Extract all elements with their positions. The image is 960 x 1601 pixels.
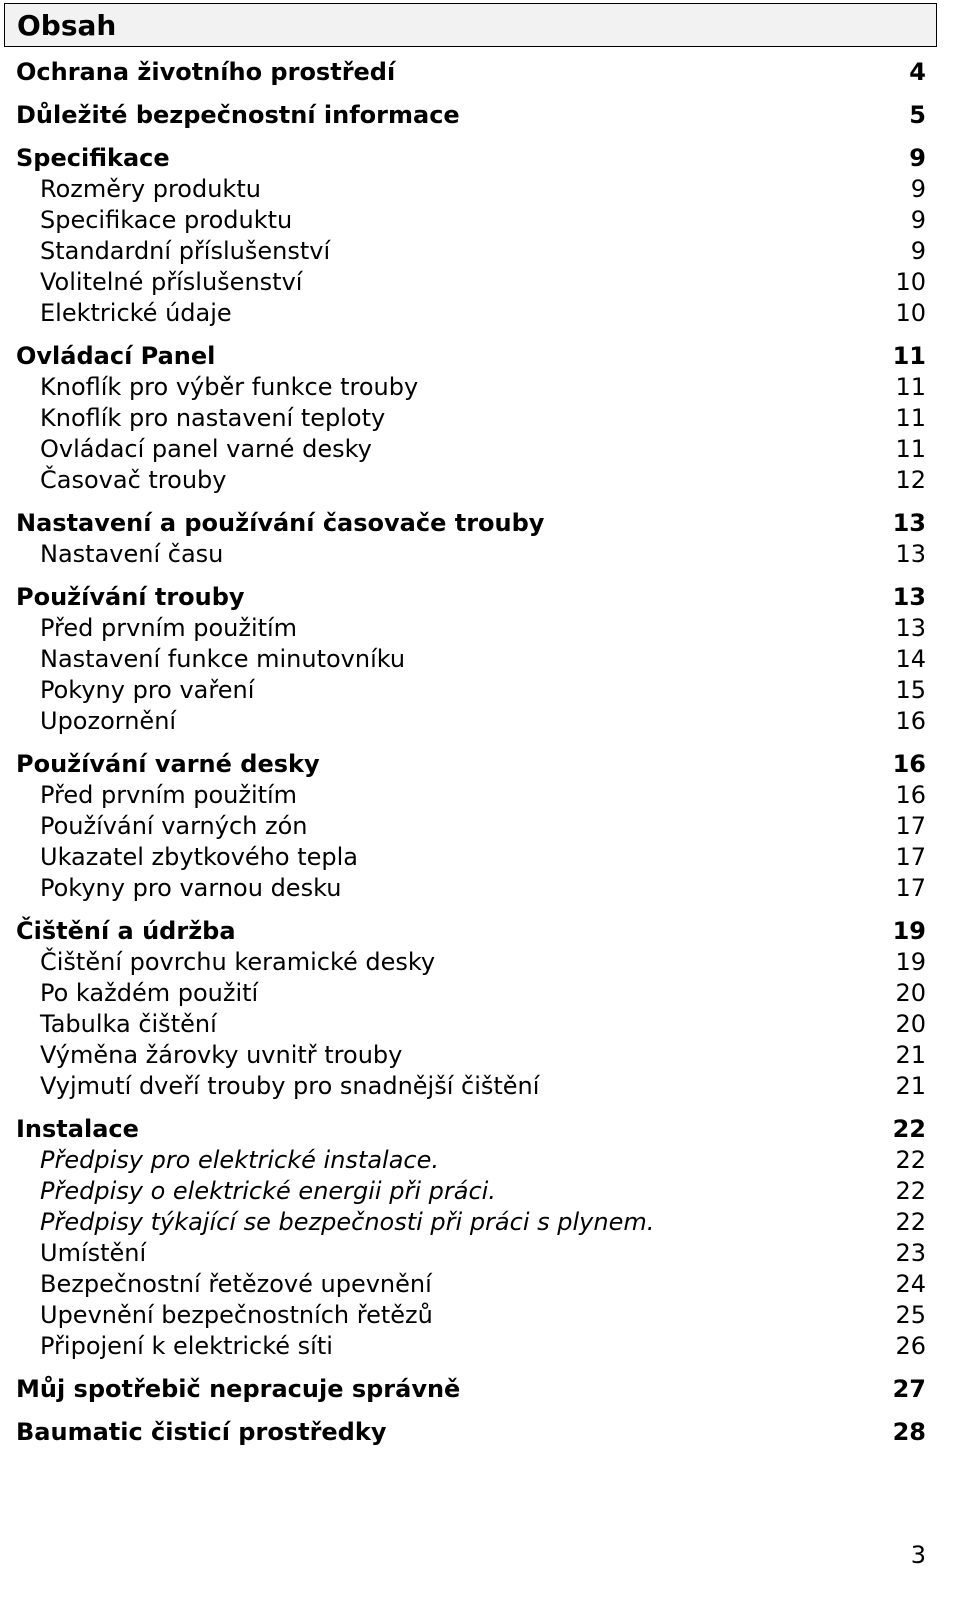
toc-entry-page: 17 xyxy=(895,812,926,840)
toc-entry-label: Knoflík pro výběr funkce trouby xyxy=(40,373,419,401)
toc-entry-page: 11 xyxy=(895,435,926,463)
toc-section xyxy=(16,1373,926,1405)
toc-entry-label: Elektrické údaje xyxy=(40,299,232,327)
toc-section-heading[interactable] xyxy=(16,1373,926,1405)
toc-entry-label: Bezpečnostní řetězové upevnění xyxy=(40,1270,432,1298)
toc-section xyxy=(16,748,926,904)
toc-section-page: 13 xyxy=(892,583,926,611)
toc-section-heading[interactable] xyxy=(16,748,926,780)
toc-entry[interactable] xyxy=(16,372,926,403)
toc-entry-page: 14 xyxy=(895,645,926,673)
toc-entry-label: Ovládací panel varné desky xyxy=(40,435,372,463)
toc-entry-label: Před prvním použitím xyxy=(40,781,298,809)
toc-section-heading[interactable] xyxy=(16,1113,926,1145)
toc-entry-page: 16 xyxy=(895,781,926,809)
toc-entry-label: Ukazatel zbytkového tepla xyxy=(40,843,358,871)
toc-entry-page: 13 xyxy=(895,540,926,568)
toc-entry[interactable] xyxy=(16,780,926,811)
toc-entry-label: Knoflík pro nastavení teploty xyxy=(40,404,386,432)
toc-entry[interactable] xyxy=(16,1009,926,1040)
toc-entry-page: 9 xyxy=(910,237,926,265)
toc-section-title: Důležité bezpečnostní informace xyxy=(16,101,460,129)
toc-title: Obsah xyxy=(17,9,117,42)
toc-entry[interactable] xyxy=(16,403,926,434)
toc-entry-label: Standardní příslušenství xyxy=(40,237,331,265)
toc-entry-page: 11 xyxy=(895,373,926,401)
toc-section xyxy=(16,507,926,570)
toc-entry-page: 26 xyxy=(895,1332,926,1360)
toc-section xyxy=(16,581,926,737)
toc-section-page: 9 xyxy=(909,144,926,172)
toc-entry-label: Předpisy pro elektrické instalace. xyxy=(40,1146,439,1174)
toc-entry-label: Čištění povrchu keramické desky xyxy=(40,948,436,976)
toc-entry-page: 25 xyxy=(895,1301,926,1329)
toc-entry-label: Po každém použití xyxy=(40,979,259,1007)
toc-section-title: Baumatic čisticí prostředky xyxy=(16,1418,387,1446)
toc-entry-page: 19 xyxy=(895,948,926,976)
toc-entry-label: Nastavení funkce minutovníku xyxy=(40,645,406,673)
toc-section-title: Můj spotřebič nepracuje správně xyxy=(16,1375,461,1403)
toc-entry-label: Připojení k elektrické síti xyxy=(40,1332,333,1360)
toc-entry-label: Používání varných zón xyxy=(40,812,308,840)
toc-entry-label: Pokyny pro vaření xyxy=(40,676,255,704)
toc-entry-label: Vyjmutí dveří trouby pro snadnější čištění xyxy=(40,1072,540,1100)
toc-entry[interactable] xyxy=(16,644,926,675)
toc-entry-page: 20 xyxy=(895,979,926,1007)
toc-entry[interactable] xyxy=(16,1238,926,1269)
toc-entry-label: Upevnění bezpečnostních řetězů xyxy=(40,1301,433,1329)
toc-entry-page: 9 xyxy=(910,175,926,203)
toc-entry[interactable] xyxy=(16,706,926,737)
toc-entry-label: Před prvním použitím xyxy=(40,614,298,642)
toc-entry-label: Nastavení času xyxy=(40,540,224,568)
toc-section xyxy=(16,56,926,88)
toc-entry[interactable] xyxy=(16,236,926,267)
toc-entry[interactable] xyxy=(16,675,926,706)
toc-entry[interactable] xyxy=(16,1269,926,1300)
toc-entry[interactable] xyxy=(16,298,926,329)
toc-entry[interactable] xyxy=(16,174,926,205)
toc-entry-label: Tabulka čištění xyxy=(40,1010,217,1038)
toc-section-heading[interactable] xyxy=(16,915,926,947)
toc-entry-page: 16 xyxy=(895,707,926,735)
toc-section-heading[interactable] xyxy=(16,142,926,174)
toc-entry-page: 15 xyxy=(895,676,926,704)
toc-section-heading[interactable] xyxy=(16,340,926,372)
toc-entry-label: Upozornění xyxy=(40,707,177,735)
toc-section-title: Specifikace xyxy=(16,144,170,172)
toc-entry-label: Specifikace produktu xyxy=(40,206,293,234)
toc-entry-page: 17 xyxy=(895,843,926,871)
toc-title-box xyxy=(4,3,937,47)
toc-entry-page: 21 xyxy=(895,1041,926,1069)
toc-section-page: 19 xyxy=(892,917,926,945)
toc-section-heading[interactable] xyxy=(16,56,926,88)
toc-entry-label: Předpisy o elektrické energii při práci. xyxy=(40,1177,496,1205)
toc-entry[interactable] xyxy=(16,1300,926,1331)
toc-section-title: Instalace xyxy=(16,1115,139,1143)
toc-entry-label: Volitelné příslušenství xyxy=(40,268,303,296)
toc-entry[interactable] xyxy=(16,1145,926,1176)
toc-entry[interactable] xyxy=(16,434,926,465)
toc-entry-label: Výměna žárovky uvnitř trouby xyxy=(40,1041,403,1069)
toc-section-title: Používání trouby xyxy=(16,583,245,611)
toc-entry-page: 11 xyxy=(895,404,926,432)
toc-entry-page: 24 xyxy=(895,1270,926,1298)
toc-entry[interactable] xyxy=(16,1207,926,1238)
toc-section-page: 28 xyxy=(892,1418,926,1446)
toc-entry[interactable] xyxy=(16,205,926,236)
toc-section xyxy=(16,142,926,329)
toc-entry-page: 22 xyxy=(895,1208,926,1236)
toc-entry[interactable] xyxy=(16,465,926,496)
toc-entry-page: 12 xyxy=(895,466,926,494)
toc-section-page: 16 xyxy=(892,750,926,778)
toc-section-page: 4 xyxy=(909,58,926,86)
toc-entry-label: Rozměry produktu xyxy=(40,175,261,203)
toc-section-title: Ochrana životního prostředí xyxy=(16,58,396,86)
toc-entry[interactable] xyxy=(16,1176,926,1207)
toc-entry-label: Časovač trouby xyxy=(40,466,227,494)
toc-section-page: 5 xyxy=(909,101,926,129)
toc-entry-label: Pokyny pro varnou desku xyxy=(40,874,342,902)
toc-entry[interactable] xyxy=(16,1071,926,1102)
toc-entry-page: 20 xyxy=(895,1010,926,1038)
toc-entry-page: 22 xyxy=(895,1177,926,1205)
toc-entry-label: Umístění xyxy=(40,1239,147,1267)
toc-entry[interactable] xyxy=(16,1331,926,1362)
toc-entry-page: 22 xyxy=(895,1146,926,1174)
toc-entry[interactable] xyxy=(16,947,926,978)
table-of-contents xyxy=(16,56,926,1459)
toc-section-title: Ovládací Panel xyxy=(16,342,216,370)
toc-entry[interactable] xyxy=(16,811,926,842)
toc-section xyxy=(16,1113,926,1362)
toc-entry[interactable] xyxy=(16,842,926,873)
toc-section-title: Čištění a údržba xyxy=(16,917,236,945)
toc-entry-page: 10 xyxy=(895,268,926,296)
toc-entry[interactable] xyxy=(16,873,926,904)
toc-section-title: Používání varné desky xyxy=(16,750,320,778)
toc-section-page: 27 xyxy=(892,1375,926,1403)
toc-entry[interactable] xyxy=(16,1040,926,1071)
toc-section xyxy=(16,915,926,1102)
toc-entry-page: 21 xyxy=(895,1072,926,1100)
toc-entry-page: 10 xyxy=(895,299,926,327)
toc-entry-page: 9 xyxy=(910,206,926,234)
toc-section xyxy=(16,340,926,496)
toc-entry-page: 23 xyxy=(895,1239,926,1267)
toc-section-title: Nastavení a používání časovače trouby xyxy=(16,509,545,537)
toc-entry-label: Předpisy týkající se bezpečnosti při práci s plynem. xyxy=(40,1208,655,1236)
toc-section-heading[interactable] xyxy=(16,507,926,539)
toc-entry-page: 13 xyxy=(895,614,926,642)
toc-section-heading[interactable] xyxy=(16,99,926,131)
toc-section-page: 11 xyxy=(892,342,926,370)
toc-section xyxy=(16,1416,926,1448)
toc-entry-page: 17 xyxy=(895,874,926,902)
toc-section xyxy=(16,99,926,131)
toc-section-page: 13 xyxy=(892,509,926,537)
toc-entry[interactable] xyxy=(16,613,926,644)
toc-entry[interactable] xyxy=(16,267,926,298)
toc-section-heading[interactable] xyxy=(16,1416,926,1448)
toc-section-heading[interactable] xyxy=(16,581,926,613)
page-number: 3 xyxy=(910,1541,926,1569)
toc-entry[interactable] xyxy=(16,539,926,570)
toc-section-page: 22 xyxy=(892,1115,926,1143)
toc-entry[interactable] xyxy=(16,978,926,1009)
